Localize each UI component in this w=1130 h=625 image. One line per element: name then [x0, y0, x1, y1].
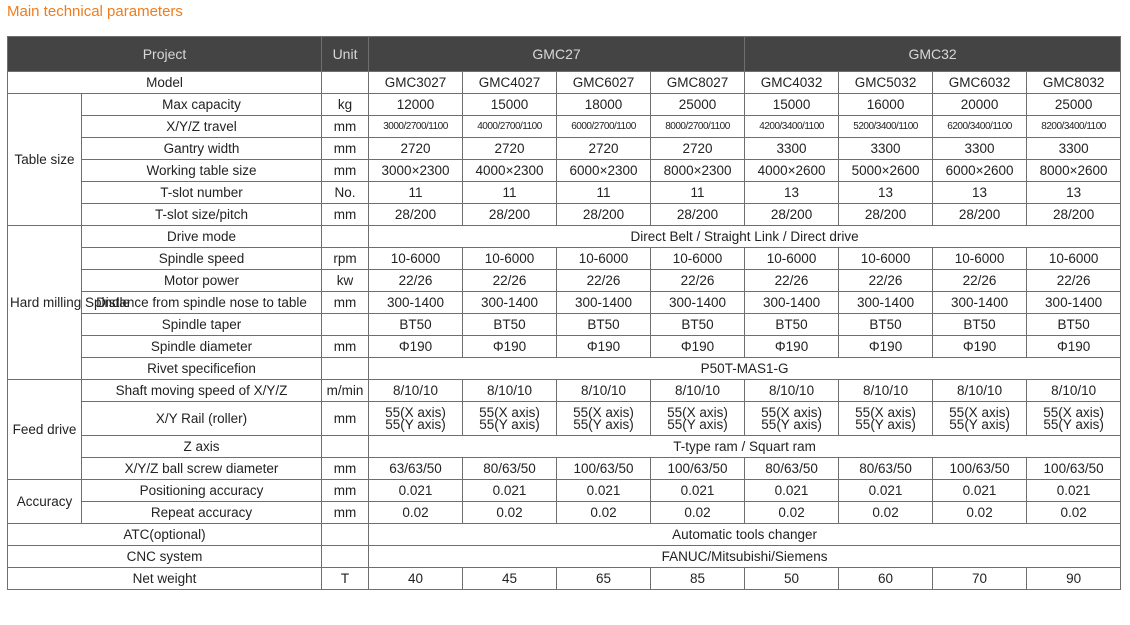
value-cell: 8/10/10	[933, 380, 1027, 402]
table-row	[8, 138, 1121, 160]
value-cell: 22/26	[745, 270, 839, 292]
value-cell: 12000	[369, 94, 463, 116]
unit-cell	[322, 436, 369, 458]
param-label: Max capacity	[82, 94, 322, 116]
unit-cell: mm	[322, 480, 369, 502]
value-cell: 28/200	[745, 204, 839, 226]
param-label: Working table size	[82, 160, 322, 182]
value-cell: 10-6000	[1027, 248, 1121, 270]
value-cell: 50	[745, 568, 839, 590]
value-cell: Φ190	[745, 336, 839, 358]
value-cell: 3300	[839, 138, 933, 160]
table-row	[8, 358, 1121, 380]
value-cell: Φ190	[557, 336, 651, 358]
value-cell	[839, 402, 933, 436]
rail-y: 55(Y axis)	[1043, 416, 1104, 432]
value-cell: 13	[839, 182, 933, 204]
unit-cell	[322, 314, 369, 336]
table-row	[8, 182, 1121, 204]
table-row	[8, 248, 1121, 270]
value-cell: 2720	[369, 138, 463, 160]
value-cell: 28/200	[1027, 204, 1121, 226]
rail-x: 55(X axis)	[573, 404, 634, 420]
value-cell: 0.02	[557, 502, 651, 524]
value-cell: 4000/2700/1100	[463, 116, 557, 138]
value-cell: 0.02	[369, 502, 463, 524]
rail-x: 55(X axis)	[1043, 404, 1104, 420]
value-cell: 0.021	[651, 480, 745, 502]
table-row	[8, 568, 1121, 590]
row-label: ATC(optional)	[8, 524, 322, 546]
value-cell: 10-6000	[557, 248, 651, 270]
unit-cell: m/min	[322, 380, 369, 402]
rail-x: 55(X axis)	[479, 404, 540, 420]
value-cell: 16000	[839, 94, 933, 116]
value-cell: 5000×2600	[839, 160, 933, 182]
param-label: X/Y/Z ball screw diameter	[82, 458, 322, 480]
table-row	[8, 270, 1121, 292]
table-row	[8, 380, 1121, 402]
value-cell: 11	[651, 182, 745, 204]
value-cell: 80/63/50	[745, 458, 839, 480]
value-cell: 300-1400	[463, 292, 557, 314]
param-label: X/Y Rail (roller)	[82, 402, 322, 436]
value-cell: 8200/3400/1100	[1027, 116, 1121, 138]
value-cell: 300-1400	[933, 292, 1027, 314]
value-cell: Φ190	[839, 336, 933, 358]
value-cell: 3300	[933, 138, 1027, 160]
unit-cell	[322, 358, 369, 380]
value-cell: 0.021	[557, 480, 651, 502]
param-label: Distance from spindle nose to table	[82, 292, 322, 314]
value-cell: 6000/2700/1100	[557, 116, 651, 138]
value-cell: 28/200	[839, 204, 933, 226]
table-row	[8, 402, 1121, 436]
value-cell: 60	[839, 568, 933, 590]
rail-y: 55(Y axis)	[855, 416, 916, 432]
value-cell: BT50	[745, 314, 839, 336]
value-cell: 13	[1027, 182, 1121, 204]
model-row	[8, 72, 1121, 94]
value-cell: Φ190	[463, 336, 557, 358]
param-label: Spindle taper	[82, 314, 322, 336]
value-cell: 20000	[933, 94, 1027, 116]
table-row	[8, 226, 1121, 248]
value-cell: 10-6000	[839, 248, 933, 270]
rail-y: 55(Y axis)	[573, 416, 634, 432]
value-cell: 0.02	[839, 502, 933, 524]
value-cell: 11	[557, 182, 651, 204]
header-unit: Unit	[322, 37, 369, 72]
value-cell: 8/10/10	[839, 380, 933, 402]
value-cell: 3300	[745, 138, 839, 160]
value-cell: 0.021	[933, 480, 1027, 502]
value-cell: 25000	[651, 94, 745, 116]
value-cell: GMC3027	[369, 72, 463, 94]
value-cell: 28/200	[369, 204, 463, 226]
value-cell: 90	[1027, 568, 1121, 590]
rail-x: 55(X axis)	[667, 404, 728, 420]
value-cell: 63/63/50	[369, 458, 463, 480]
merged-value-cell: T-type ram / Squart ram	[369, 436, 1121, 458]
value-cell: 8/10/10	[1027, 380, 1121, 402]
value-cell: 6200/3400/1100	[933, 116, 1027, 138]
value-cell: 15000	[463, 94, 557, 116]
value-cell: 8/10/10	[557, 380, 651, 402]
unit-cell: rpm	[322, 248, 369, 270]
value-cell: GMC8027	[651, 72, 745, 94]
table-row	[8, 116, 1121, 138]
value-cell: 65	[557, 568, 651, 590]
row-label: Model	[8, 72, 322, 94]
table-row	[8, 546, 1121, 568]
value-cell: 11	[463, 182, 557, 204]
param-label: Repeat accuracy	[82, 502, 322, 524]
table-row	[8, 292, 1121, 314]
unit-cell: mm	[322, 458, 369, 480]
value-cell: 22/26	[933, 270, 1027, 292]
value-cell: 13	[933, 182, 1027, 204]
value-cell: 8000/2700/1100	[651, 116, 745, 138]
value-cell: 22/26	[557, 270, 651, 292]
value-cell: GMC8032	[1027, 72, 1121, 94]
table-row	[8, 436, 1121, 458]
header-row	[8, 37, 1121, 72]
unit-cell	[322, 226, 369, 248]
unit-cell: No.	[322, 182, 369, 204]
value-cell: 10-6000	[463, 248, 557, 270]
value-cell: 6000×2600	[933, 160, 1027, 182]
value-cell: 22/26	[463, 270, 557, 292]
param-label: Spindle diameter	[82, 336, 322, 358]
rail-x: 55(X axis)	[855, 404, 916, 420]
value-cell: 300-1400	[651, 292, 745, 314]
value-cell: BT50	[651, 314, 745, 336]
unit-cell: mm	[322, 138, 369, 160]
unit-cell: kw	[322, 270, 369, 292]
value-cell: 4000×2300	[463, 160, 557, 182]
value-cell: 8/10/10	[651, 380, 745, 402]
merged-value-cell: Direct Belt / Straight Link / Direct drive	[369, 226, 1121, 248]
value-cell: 28/200	[463, 204, 557, 226]
param-label: Spindle speed	[82, 248, 322, 270]
param-label: Z axis	[82, 436, 322, 458]
value-cell: GMC4032	[745, 72, 839, 94]
param-label: Shaft moving speed of X/Y/Z	[82, 380, 322, 402]
table-row	[8, 336, 1121, 358]
header-group-gmc27: GMC27	[369, 37, 745, 72]
value-cell: 45	[463, 568, 557, 590]
param-label: Gantry width	[82, 138, 322, 160]
row-label: Net weight	[8, 568, 322, 590]
value-cell	[557, 402, 651, 436]
value-cell: 100/63/50	[651, 458, 745, 480]
rail-y: 55(Y axis)	[479, 416, 540, 432]
unit-cell	[322, 524, 369, 546]
value-cell: 100/63/50	[933, 458, 1027, 480]
value-cell: 4200/3400/1100	[745, 116, 839, 138]
value-cell: 3300	[1027, 138, 1121, 160]
value-cell: 100/63/50	[1027, 458, 1121, 480]
value-cell: 0.021	[839, 480, 933, 502]
table-row	[8, 160, 1121, 182]
unit-cell: mm	[322, 160, 369, 182]
value-cell: 8/10/10	[463, 380, 557, 402]
value-cell: 300-1400	[1027, 292, 1121, 314]
param-label: Drive mode	[82, 226, 322, 248]
table-row	[8, 204, 1121, 226]
value-cell: 300-1400	[557, 292, 651, 314]
unit-cell: kg	[322, 94, 369, 116]
category-accuracy: Accuracy	[8, 480, 82, 524]
value-cell: 28/200	[557, 204, 651, 226]
table-row	[8, 458, 1121, 480]
param-label: T-slot number	[82, 182, 322, 204]
value-cell	[369, 402, 463, 436]
value-cell: 0.02	[745, 502, 839, 524]
value-cell: 40	[369, 568, 463, 590]
rail-x: 55(X axis)	[949, 404, 1010, 420]
value-cell: 3000/2700/1100	[369, 116, 463, 138]
value-cell: BT50	[839, 314, 933, 336]
value-cell: 28/200	[651, 204, 745, 226]
value-cell: 10-6000	[651, 248, 745, 270]
merged-value-cell: P50T-MAS1-G	[369, 358, 1121, 380]
param-label: Motor power	[82, 270, 322, 292]
value-cell: 8000×2300	[651, 160, 745, 182]
param-label: T-slot size/pitch	[82, 204, 322, 226]
value-cell: GMC6027	[557, 72, 651, 94]
rail-x: 55(X axis)	[385, 404, 446, 420]
value-cell: BT50	[463, 314, 557, 336]
value-cell	[933, 402, 1027, 436]
value-cell: Φ190	[369, 336, 463, 358]
value-cell: 22/26	[369, 270, 463, 292]
value-cell: 0.021	[463, 480, 557, 502]
value-cell: 10-6000	[745, 248, 839, 270]
value-cell: 0.021	[1027, 480, 1121, 502]
value-cell: 85	[651, 568, 745, 590]
value-cell: Φ190	[651, 336, 745, 358]
unit-cell: mm	[322, 336, 369, 358]
value-cell: 0.021	[369, 480, 463, 502]
table-row	[8, 94, 1121, 116]
category-spindle: Hard milling Spindle	[8, 226, 82, 380]
unit-cell: mm	[322, 204, 369, 226]
value-cell: 2720	[557, 138, 651, 160]
param-label: X/Y/Z travel	[82, 116, 322, 138]
value-cell: 8/10/10	[369, 380, 463, 402]
value-cell: 8000×2600	[1027, 160, 1121, 182]
value-cell: 10-6000	[369, 248, 463, 270]
value-cell: 2720	[463, 138, 557, 160]
merged-value-cell: FANUC/Mitsubishi/Siemens	[369, 546, 1121, 568]
value-cell: 15000	[745, 94, 839, 116]
row-label: CNC system	[8, 546, 322, 568]
value-cell: 0.02	[1027, 502, 1121, 524]
value-cell: 4000×2600	[745, 160, 839, 182]
value-cell: 80/63/50	[839, 458, 933, 480]
value-cell: 0.02	[463, 502, 557, 524]
value-cell: BT50	[369, 314, 463, 336]
value-cell	[463, 402, 557, 436]
value-cell: 2720	[651, 138, 745, 160]
rail-y: 55(Y axis)	[385, 416, 446, 432]
value-cell: 22/26	[651, 270, 745, 292]
value-cell	[745, 402, 839, 436]
value-cell: 5200/3400/1100	[839, 116, 933, 138]
unit-cell: mm	[322, 502, 369, 524]
value-cell: 22/26	[1027, 270, 1121, 292]
rail-y: 55(Y axis)	[761, 416, 822, 432]
rail-x: 55(X axis)	[761, 404, 822, 420]
value-cell: 18000	[557, 94, 651, 116]
value-cell: 0.02	[933, 502, 1027, 524]
value-cell: 70	[933, 568, 1027, 590]
spec-table	[7, 36, 1121, 590]
value-cell: 0.021	[745, 480, 839, 502]
unit-cell	[322, 546, 369, 568]
value-cell: 13	[745, 182, 839, 204]
value-cell: 300-1400	[839, 292, 933, 314]
category-table-size: Table size	[8, 94, 82, 226]
value-cell: BT50	[933, 314, 1027, 336]
unit-cell	[322, 72, 369, 94]
table-row	[8, 480, 1121, 502]
value-cell: 3000×2300	[369, 160, 463, 182]
value-cell: GMC5032	[839, 72, 933, 94]
value-cell: Φ190	[933, 336, 1027, 358]
value-cell: 28/200	[933, 204, 1027, 226]
value-cell: 6000×2300	[557, 160, 651, 182]
value-cell: 0.02	[651, 502, 745, 524]
table-row	[8, 502, 1121, 524]
value-cell: 100/63/50	[557, 458, 651, 480]
value-cell: 80/63/50	[463, 458, 557, 480]
header-group-gmc32: GMC32	[745, 37, 1121, 72]
merged-value-cell: Automatic tools changer	[369, 524, 1121, 546]
value-cell: Φ190	[1027, 336, 1121, 358]
unit-cell: mm	[322, 402, 369, 436]
table-row	[8, 314, 1121, 336]
table-row	[8, 524, 1121, 546]
value-cell	[1027, 402, 1121, 436]
rail-y: 55(Y axis)	[667, 416, 728, 432]
value-cell: BT50	[557, 314, 651, 336]
value-cell: 10-6000	[933, 248, 1027, 270]
value-cell: 22/26	[839, 270, 933, 292]
param-label: Positioning accuracy	[82, 480, 322, 502]
value-cell: BT50	[1027, 314, 1121, 336]
category-feed-drive: Feed drive	[8, 380, 82, 480]
value-cell: 8/10/10	[745, 380, 839, 402]
value-cell: 25000	[1027, 94, 1121, 116]
param-label: Rivet specificefion	[82, 358, 322, 380]
value-cell: 300-1400	[369, 292, 463, 314]
value-cell: 300-1400	[745, 292, 839, 314]
page-title: Main technical parameters	[7, 3, 183, 20]
unit-cell: T	[322, 568, 369, 590]
unit-cell: mm	[322, 116, 369, 138]
header-project: Project	[8, 37, 322, 72]
rail-y: 55(Y axis)	[949, 416, 1010, 432]
value-cell: 11	[369, 182, 463, 204]
value-cell: GMC4027	[463, 72, 557, 94]
value-cell	[651, 402, 745, 436]
value-cell: GMC6032	[933, 72, 1027, 94]
unit-cell: mm	[322, 292, 369, 314]
